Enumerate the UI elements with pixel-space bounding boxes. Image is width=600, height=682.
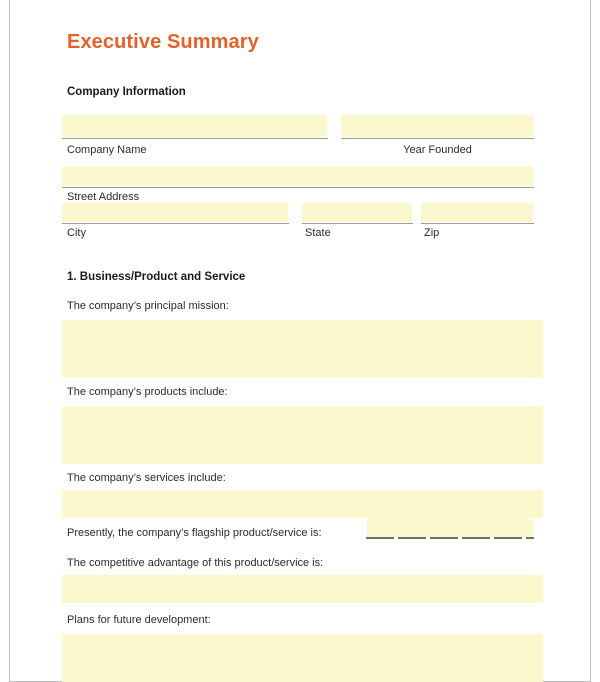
future-development-textarea[interactable] [62, 634, 543, 682]
street-address-input[interactable] [62, 166, 533, 186]
zip-rule [421, 223, 534, 224]
zip-label: Zip [424, 227, 440, 239]
city-input[interactable] [62, 203, 288, 222]
city-label: City [67, 227, 86, 239]
state-input[interactable] [302, 203, 412, 222]
services-include-textarea[interactable] [62, 490, 543, 518]
prompt-products-include: The company’s products include: [67, 386, 228, 398]
company-name-rule [62, 138, 328, 139]
competitive-advantage-textarea[interactable] [62, 575, 543, 603]
section-heading-company-information: Company Information [67, 86, 186, 98]
prompt-flagship-product: Presently, the company’s flagship product/service is: [67, 527, 322, 539]
principal-mission-textarea[interactable] [62, 320, 543, 378]
products-include-textarea[interactable] [62, 406, 543, 464]
year-founded-rule [341, 138, 534, 139]
flagship-product-rule [366, 537, 534, 539]
prompt-future-development: Plans for future development: [67, 614, 211, 626]
year-founded-label: Year Founded [403, 144, 472, 156]
prompt-principal-mission: The company’s principal mission: [67, 300, 229, 312]
page-title: Executive Summary [67, 31, 259, 53]
company-name-input[interactable] [62, 115, 327, 137]
state-label: State [305, 227, 331, 239]
street-address-label: Street Address [67, 191, 140, 203]
state-rule [302, 223, 413, 224]
street-address-rule [62, 187, 534, 188]
flagship-product-input[interactable] [367, 519, 533, 537]
prompt-services-include: The company’s services include: [67, 472, 226, 484]
zip-input[interactable] [421, 203, 533, 222]
year-founded-input[interactable] [341, 115, 533, 137]
company-name-label: Company Name [67, 144, 147, 156]
city-rule [62, 223, 289, 224]
section-heading-business-product-service: 1. Business/Product and Service [67, 271, 246, 283]
prompt-competitive-advantage: The competitive advantage of this product/service is: [67, 557, 324, 569]
